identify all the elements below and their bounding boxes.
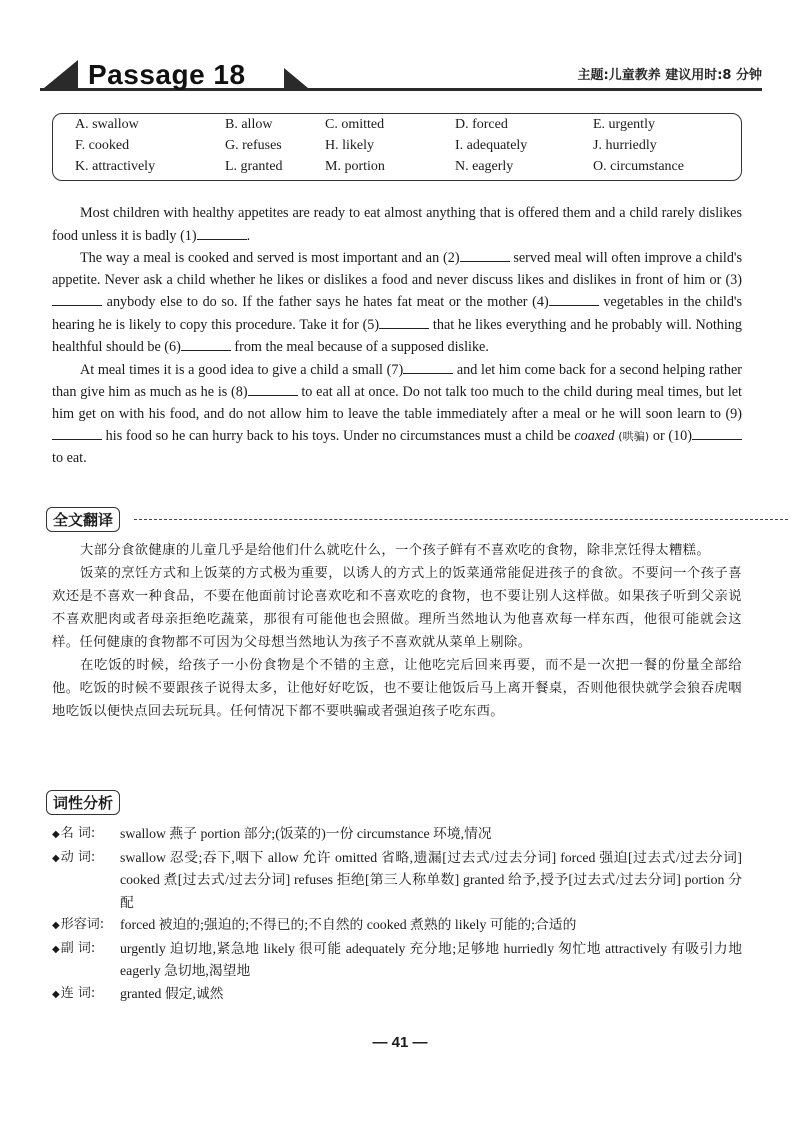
passage-header <box>40 55 762 93</box>
analysis-header <box>46 790 120 814</box>
text-run: to eat all at once. Do not talk too much to the child during meal times, but let him get on with his food, and do not allow him to leave the table immediately after a meal or he will soon learn to <box>52 384 742 422</box>
text-run: to eat. <box>52 449 87 466</box>
text-run: . <box>246 227 251 244</box>
passage-paragraph-2 <box>52 247 742 359</box>
pos-key <box>52 823 120 847</box>
pos-key <box>52 914 120 938</box>
blank-line[interactable] <box>692 425 742 440</box>
text-run: vegetables in the child's hearing he is likely to copy this procedure. Take it for <box>52 294 742 333</box>
blank-line[interactable] <box>403 359 453 374</box>
blank-number: (9) <box>725 405 742 422</box>
word-option: C. omitted <box>325 117 385 132</box>
passage-text <box>52 203 742 469</box>
word-option: N. eagerly <box>455 159 514 174</box>
word-option: I. adequately <box>455 138 528 153</box>
blank-number: (5) <box>362 316 380 333</box>
pos-entries: forced 被迫的;强迫的;不得已的;不自然的 cooked 煮熟的 likely 可能的;合适的 <box>120 917 577 932</box>
blank-line[interactable] <box>181 336 231 351</box>
blank-line[interactable] <box>52 291 102 306</box>
word-analysis <box>52 823 742 1006</box>
word-option: D. forced <box>455 117 508 132</box>
pos-label: 副 词: <box>60 940 96 956</box>
analysis-label: 词性分析 <box>46 790 120 815</box>
dashed-divider <box>134 519 788 520</box>
translation-text <box>52 539 742 723</box>
text-run: his food so he can hurry back to his toys. Under no circumstances must a child be <box>102 428 575 444</box>
passage-paragraph-1 <box>52 203 742 247</box>
word-option: M. portion <box>325 159 385 174</box>
analysis-row-adjective <box>52 914 742 938</box>
italic-word: coaxed <box>574 428 615 444</box>
diamond-icon: ◆ <box>52 829 60 840</box>
text-run: or <box>649 428 669 444</box>
pos-label: 名 词: <box>60 826 96 841</box>
analysis-row-adverb <box>52 938 742 983</box>
pos-entries: swallow 忍受;吞下,咽下 allow 允许 omitted 省略,遗漏[过去式/过去分词] forced 强迫[过去式/过去分词] cooked 煮[过去式/过去分词] refuses 拒绝[第三人称单数] granted 给予,授予[过去式/过去分词] portion 分配 <box>120 849 742 910</box>
pos-entries: urgently 迫切地,紧急地 likely 很可能 adequately 充分地;足够地 hurriedly 匆忙地 attractively 有吸引力地 eagerly 急切地,渴望地 <box>120 940 742 978</box>
text-run: The way a meal is cooked and served is most important and an <box>80 250 444 266</box>
pos-entries: granted 假定,诚然 <box>120 985 224 1001</box>
diamond-icon: ◆ <box>52 920 60 931</box>
analysis-row-conjunction <box>52 983 742 1007</box>
gloss: (哄骗) <box>614 430 650 443</box>
analysis-row-noun <box>52 823 742 847</box>
blank-number: (4) <box>532 294 549 310</box>
blank-number: (3) <box>725 271 742 288</box>
word-option: K. attractively <box>75 159 156 174</box>
pos-label: 连 词: <box>60 985 96 1001</box>
triangle-right-icon <box>284 68 308 88</box>
page-number: — 41 — <box>372 1034 428 1051</box>
text-run: from the meal because of a supposed dislike. <box>230 339 489 355</box>
pos-key <box>52 847 120 915</box>
word-option: A. swallow <box>75 117 139 132</box>
blank-number: (7) <box>386 361 404 378</box>
word-option: B. allow <box>225 117 273 132</box>
diamond-icon: ◆ <box>52 852 60 864</box>
word-option: H. likely <box>325 138 374 153</box>
word-option: O. circumstance <box>593 159 684 174</box>
translation-paragraph-1: 大部分食欲健康的儿童几乎是给他们什么就吃什么，一个孩子鲜有不喜欢吃的食物，除非烹饪得太糟糕。 <box>80 543 711 558</box>
blank-number: (10) <box>668 428 692 444</box>
blank-line[interactable] <box>549 291 599 306</box>
pos-entries: swallow 燕子 portion 部分;(饭菜的)一份 circumstance 环境,情况 <box>120 826 492 841</box>
diamond-icon: ◆ <box>52 988 60 1000</box>
blank-number: (6) <box>164 339 181 355</box>
text-run: At meal times it is a good idea to give a child a small <box>80 361 387 378</box>
blank-line[interactable] <box>248 381 298 396</box>
blank-line[interactable] <box>197 225 247 240</box>
translation-label: 全文翻译 <box>46 507 120 532</box>
blank-number: (2) <box>443 250 460 266</box>
pos-label: 动 词: <box>60 849 96 865</box>
pos-key <box>52 983 120 1007</box>
word-option: F. cooked <box>75 138 130 153</box>
word-option: J. hurriedly <box>593 138 657 153</box>
diamond-icon: ◆ <box>52 943 60 955</box>
blank-line[interactable] <box>52 425 102 440</box>
text-run: and let him come back for a second helping rather than give him as much as he is <box>52 361 742 400</box>
analysis-row-verb <box>52 847 742 915</box>
blank-line[interactable] <box>379 314 429 329</box>
translation-paragraph-2: 饭菜的烹饪方式和上饭菜的方式极为重要，以诱人的方式上的饭菜通常能促进孩子的食欲。不要问一个孩子喜欢还是不喜欢一种食品，不要在他面前讨论喜欢吃和不喜欢吃的食物，也不要让别人这样做。如果孩子听到父亲说不喜欢肥肉或者母亲拒绝吃蔬菜，那很有可能他也会照做。理所当然地认为他喜欢每一样东西，他很可能就会这样。任何健康的食物都不可因为父母想当然地认为孩子不喜欢就从菜单上剔除。 <box>52 566 742 650</box>
topic-label: 主题:儿童教养 建议用时:8 分钟 <box>577 68 762 83</box>
translation-header <box>46 507 120 531</box>
passage-paragraph-3 <box>52 359 742 470</box>
blank-number: (8) <box>231 384 248 400</box>
text-run: that he likes everything and he probably will. Nothing healthful should be <box>52 316 742 355</box>
text-run: anybody else to do so. If the father says he hates fat meat or the mother <box>102 294 533 310</box>
blank-number: (1) <box>180 227 197 244</box>
pos-label: 形容词: <box>60 917 105 932</box>
triangle-left-icon <box>44 60 78 88</box>
word-bank <box>52 113 742 181</box>
text-run: Most children with healthy appetites are ready to eat almost anything that is offered them and a child rarely dislikes food unless it is badly <box>52 205 742 244</box>
text-run: served meal will often improve a child's appetite. Never ask a child whether he likes or dislikes a food and never discuss likes and dislikes in front of him or <box>52 250 743 288</box>
word-option: E. urgently <box>593 117 655 132</box>
word-option: L. granted <box>225 159 283 174</box>
passage-title: Passage 18 <box>88 59 246 90</box>
translation-paragraph-3: 在吃饭的时候，给孩子一小份食物是个不错的主意，让他吃完后回来再要，而不是一次把一餐的份量全部给他。吃饭的时候不要跟孩子说得太多，让他好好吃饭，也不要让他饭后马上离开餐桌，否则他很快就学会狼吞虎咽地吃饭以便快点回去玩玩具。任何情况下都不要哄骗或者强迫孩子吃东西。 <box>52 658 742 719</box>
word-option: G. refuses <box>225 138 282 153</box>
pos-key <box>52 938 120 983</box>
blank-line[interactable] <box>460 247 510 262</box>
